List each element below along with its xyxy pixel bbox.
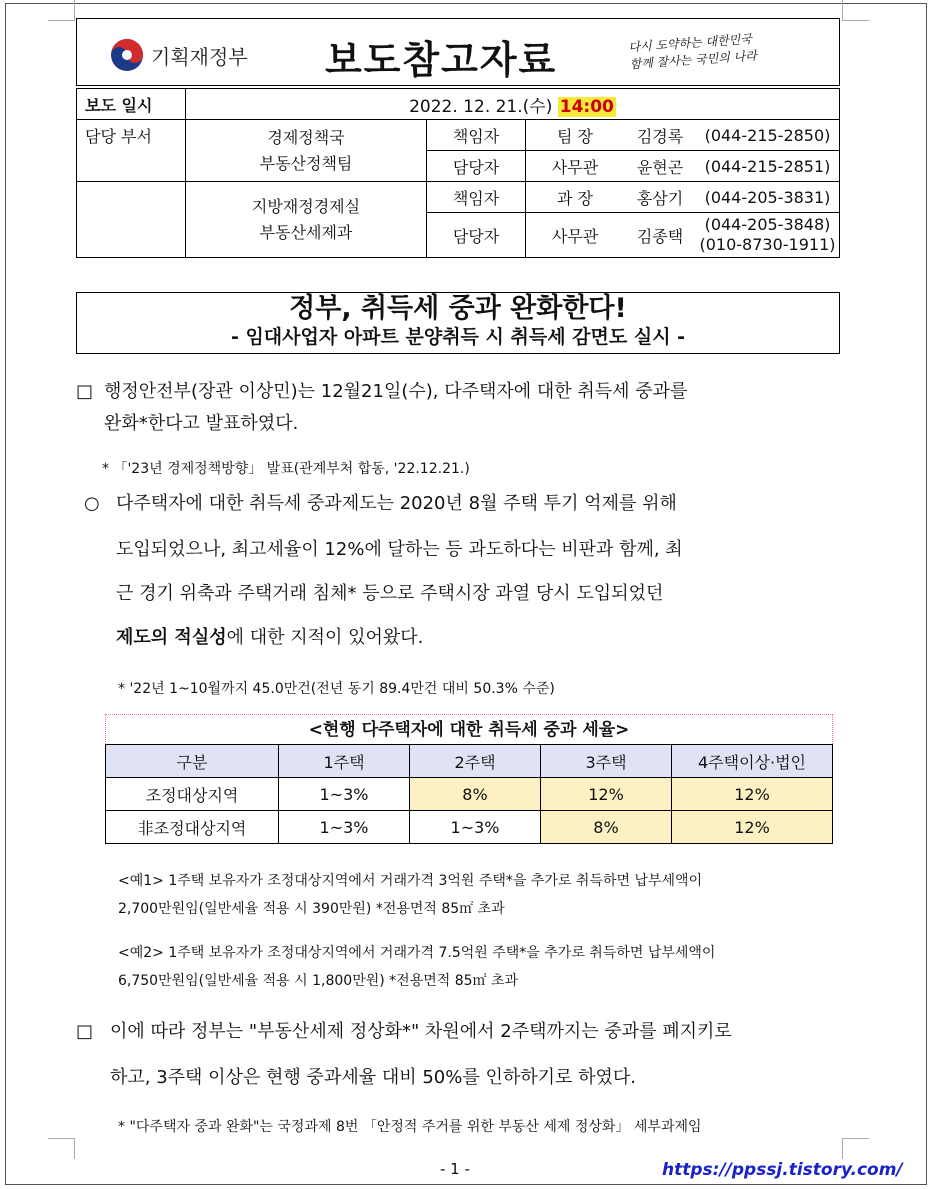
headline-box bbox=[76, 292, 840, 354]
page-number: - 1 - bbox=[440, 1160, 470, 1178]
ministry-name: 기획재정부 bbox=[151, 44, 248, 69]
example2-line1: <예2> 1주택 보유자가 조정대상지역에서 거래가격 7.5억원 주택*을 추가로 취득하면 납부세액이 bbox=[118, 945, 716, 961]
job-title: 사무관 bbox=[526, 151, 625, 182]
bullet-square: □ bbox=[76, 381, 94, 402]
taegeuk-emblem-icon bbox=[109, 37, 145, 73]
job-title: 사무관 bbox=[526, 213, 625, 258]
example2-line2: 6,750만원임(일반세율 적용 시 1,800만원) *전용면적 85㎡ 초과 bbox=[118, 973, 519, 989]
para2-line1: 다주택자에 대한 취득세 중과제도는 2020년 8월 주택 투기 억제를 위해 bbox=[116, 493, 677, 514]
person-name: 김종택 bbox=[624, 213, 696, 258]
corner-mark bbox=[842, 1138, 869, 1159]
subheadline: - 임대사업자 아파트 분양취득 시 취득세 감면도 실시 - bbox=[230, 326, 686, 348]
para2-line2: 도입되었으나, 최고세율이 12%에 달하는 등 과도하다는 비판과 함께, 최 bbox=[116, 539, 683, 560]
person-name: 홍삼기 bbox=[624, 182, 696, 213]
phone: (044-215-2851) bbox=[696, 151, 840, 182]
slogan: 다시 도약하는 대한민국 함께 잘사는 국민의 나라 bbox=[628, 31, 758, 72]
para1-line1: 행정안전부(장관 이상민)는 12월21일(수), 다주택자에 대한 취득세 중과를 bbox=[104, 381, 688, 402]
role: 담당자 bbox=[427, 213, 526, 258]
dept-label-empty bbox=[77, 182, 186, 258]
table-caption: <현행 다주택자에 대한 취득세 중과 세율> bbox=[105, 714, 833, 744]
tax-rate-table bbox=[105, 744, 833, 844]
source-url-link[interactable]: https://ppssj.tistory.com/ bbox=[662, 1160, 903, 1180]
phone: (044-215-2850) bbox=[696, 120, 840, 151]
job-title: 팀 장 bbox=[526, 120, 625, 151]
para2-line3: 근 경기 위축과 주택거래 침체* 등으로 주택시장 과열 당시 도입되었던 bbox=[116, 583, 664, 604]
corner-mark bbox=[842, 0, 869, 21]
phone: (044-205-3848) (010-8730-1911) bbox=[696, 213, 840, 258]
footnote1: * 「'23년 경제정책방향」 발표(관계부처 합동, '22.12.21.) bbox=[102, 461, 470, 477]
contact-info-table bbox=[76, 88, 840, 258]
date-label: 보도 일시 bbox=[77, 89, 186, 120]
para3-line2: 하고, 3주택 이상은 현행 중과세율 대비 50%를 인하하기로 하였다. bbox=[110, 1067, 636, 1088]
example1-line2: 2,700만원임(일반세율 적용 시 390만원) *전용면적 85㎡ 초과 bbox=[118, 901, 505, 917]
table-header-row: 구분 1주택 2주택 3주택 4주택이상·법인 bbox=[106, 745, 833, 778]
para3-line1: 이에 따라 정부는 "부동산세제 정상화*" 차원에서 2주택까지는 중과를 폐지키로 bbox=[110, 1021, 732, 1042]
bullet-square: □ bbox=[76, 1021, 94, 1042]
release-time: 14:00 bbox=[559, 96, 614, 117]
headline: 정부, 취득세 중과 완화한다! bbox=[289, 293, 627, 324]
phone: (044-205-3831) bbox=[696, 182, 840, 213]
document-type-title: 보도참고자료 bbox=[325, 38, 558, 82]
job-title: 과 장 bbox=[526, 182, 625, 213]
role: 담당자 bbox=[427, 151, 526, 182]
role: 책임자 bbox=[427, 182, 526, 213]
footnote2: * '22년 1~10월까지 45.0만건(전년 동기 89.4만건 대비 50.3% 수준) bbox=[118, 681, 555, 697]
corner-mark bbox=[48, 1138, 75, 1159]
person-name: 김경록 bbox=[624, 120, 696, 151]
corner-mark bbox=[48, 0, 75, 21]
press-header bbox=[76, 18, 840, 86]
para2-line4: 제도의 적실성에 대한 지적이 있어왔다. bbox=[116, 627, 424, 648]
para1-line2: 완화*한다고 발표하였다. bbox=[104, 413, 299, 434]
role: 책임자 bbox=[427, 120, 526, 151]
dept-label: 담당 부서 bbox=[77, 120, 186, 182]
table-row: 조정대상지역 1~3% 8% 12% 12% bbox=[106, 778, 833, 811]
person-name: 윤현곤 bbox=[624, 151, 696, 182]
release-date: 2022. 12. 21.(수) 14:00 bbox=[186, 89, 840, 120]
footnote3: * "다주택자 중과 완화"는 국정과제 8번 「안정적 주거를 위한 부동산 세제 정상화」 세부과제임 bbox=[118, 1119, 702, 1135]
ministry-logo bbox=[109, 37, 248, 73]
example1-line1: <예1> 1주택 보유자가 조정대상지역에서 거래가격 3억원 주택*을 추가로 취득하면 납부세액이 bbox=[118, 873, 703, 889]
table-row: 非조정대상지역 1~3% 1~3% 8% 12% bbox=[106, 811, 833, 844]
dept2: 지방재정경제실 부동산세제과 bbox=[186, 182, 427, 258]
bullet-circle: ○ bbox=[84, 493, 100, 514]
dept1: 경제정책국 부동산정책팀 bbox=[186, 120, 427, 182]
